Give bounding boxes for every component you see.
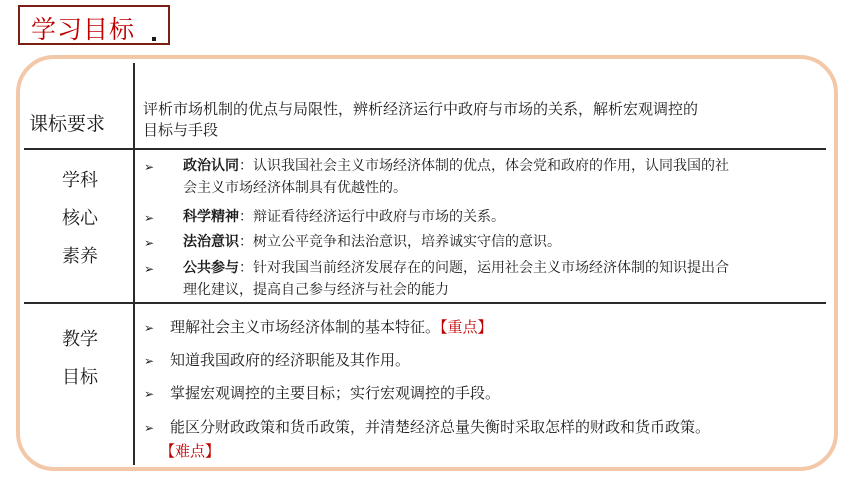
bullet-icon: ➢: [144, 236, 155, 250]
difficult-point-tag: 【难点】: [160, 442, 221, 460]
title-box: [18, 5, 170, 45]
bullet-icon: ➢: [144, 262, 155, 276]
teaching-item-1: 理解社会主义市场经济体制的基本特征。【重点】: [170, 318, 493, 336]
bullet-icon: ➢: [144, 387, 155, 401]
row-label-literacy-3: 素养: [62, 246, 98, 267]
teaching-item-4: 能区分财政政策和货币政策，并清楚经济总量失衡时采取怎样的财政和货币政策。: [170, 418, 711, 436]
teaching-item-2: 知道我国政府的经济职能及其作用。: [170, 351, 411, 369]
title-dot: [152, 37, 156, 41]
bullet-icon: ➢: [144, 160, 155, 174]
bullet-icon: ➢: [144, 211, 155, 225]
bullet-icon: ➢: [144, 421, 155, 435]
bullet-icon: ➢: [144, 321, 155, 335]
standard-line-2: 目标与手段: [143, 121, 219, 139]
key-point-tag: 【重点】: [440, 318, 493, 336]
row-label-standard: 课标要求: [29, 113, 106, 135]
literacy-item-1-line-1: 政治认同：认识我国社会主义市场经济体制的优点，体会党和政府的作用，认同我国的社: [183, 158, 729, 174]
teaching-item-3: 掌握宏观调控的主要目标；实行宏观调控的手段。: [170, 384, 501, 402]
literacy-item-4-line-1: 公共参与：针对我国当前经济发展存在的问题，运用社会主义市场经济体制的知识提出合: [183, 260, 729, 276]
bullet-icon: ➢: [144, 354, 155, 368]
literacy-item-3: 法治意识：树立公平竞争和法治意识，培养诚实守信的意识。: [183, 234, 561, 250]
column-divider: [133, 63, 135, 465]
row-divider-1: [24, 148, 826, 150]
literacy-item-2: 科学精神：辩证看待经济运行中政府与市场的关系。: [183, 209, 505, 225]
literacy-item-1-line-2: 会主义市场经济体制具有优越性的。: [183, 180, 407, 196]
literacy-item-4-line-2: 理化建议，提高自己参与经济与社会的能力: [183, 282, 449, 298]
row-divider-2: [24, 302, 826, 304]
row-label-literacy-2: 核心: [62, 208, 98, 229]
row-label-teaching-2: 目标: [62, 367, 98, 388]
page-title: 学习目标: [31, 15, 136, 44]
row-label-literacy-1: 学科: [62, 170, 98, 191]
standard-line-1: 评析市场机制的优点与局限性，辨析经济运行中政府与市场的关系，解析宏观调控的: [143, 100, 699, 118]
row-label-teaching-1: 教学: [62, 329, 98, 350]
